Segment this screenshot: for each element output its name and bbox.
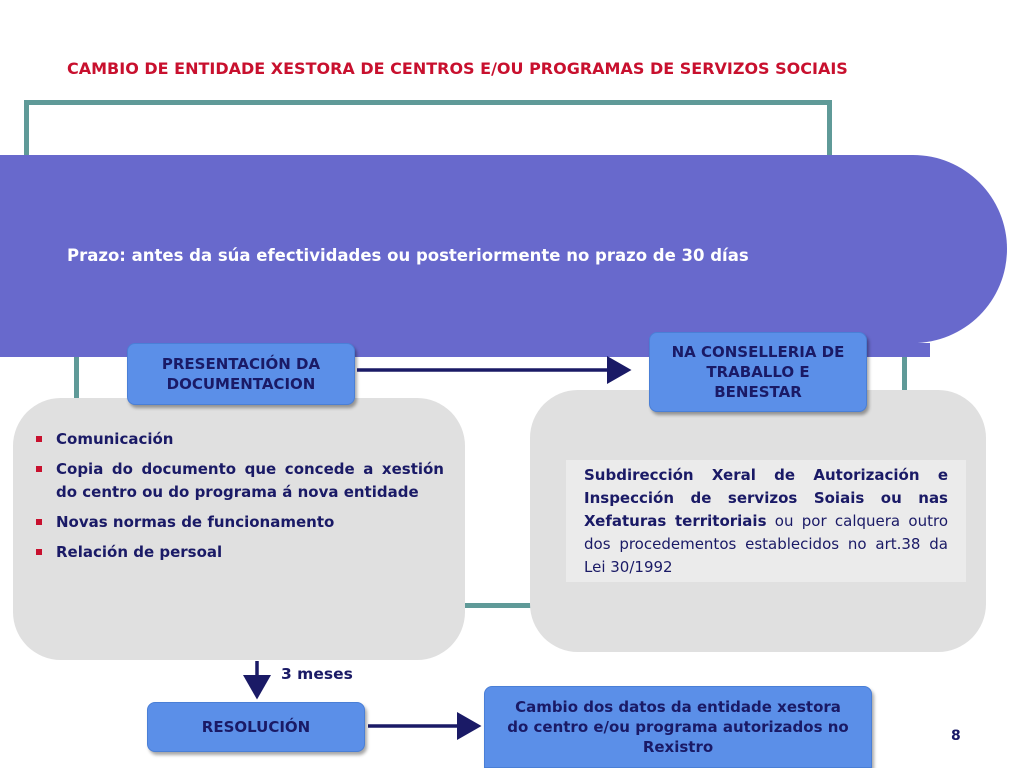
resolution-box — [147, 702, 365, 752]
documents-list — [36, 428, 444, 571]
bullet-icon — [36, 436, 42, 442]
list-item: Comunicación — [36, 428, 444, 451]
list-item: Copia do documento que concede a xestión do centro ou do programa á nova entidade — [36, 458, 444, 504]
presentation-box — [127, 343, 355, 405]
presentation-label: PRESENTACIÓN DA DOCUMENTACION — [161, 355, 321, 393]
frame-right-upper — [827, 100, 832, 160]
bullet-icon — [36, 466, 42, 472]
resolution-label: RESOLUCIÓN — [201, 718, 311, 736]
result-label: Cambio dos datos da entidade xestora do centro e/ou programa autorizados no Rexistro — [507, 698, 849, 756]
deadline-text: Prazo: antes da súa efectividades ou posteriormente no prazo de 30 días — [67, 246, 749, 265]
slide-title: CAMBIO DE ENTIDADE XESTORA DE CENTROS E/OU PROGRAMAS DE SERVIZOS SOCIAIS — [67, 59, 848, 78]
ministry-box — [649, 332, 867, 412]
ministry-label: NA CONSELLERIA DE TRABALLO E BENESTAR — [671, 343, 845, 401]
list-item: Relación de persoal — [36, 541, 444, 564]
bullet-icon — [36, 519, 42, 525]
frame-left-upper — [24, 100, 29, 160]
page-number: 8 — [951, 728, 961, 744]
frame-top — [24, 100, 832, 105]
authority-bold-text: Subdirección Xeral de Autorización e Inspección de servizos Soiais ou nas Xefaturas territoriais — [584, 466, 948, 530]
result-box — [484, 686, 872, 768]
list-item: Novas normas de funcionamento — [36, 511, 444, 534]
authority-info — [566, 460, 966, 582]
authority-rest-text: ou por calquera outro dos procedementos establecidos no art.38 da Lei 30/1992 — [584, 512, 948, 576]
bullet-icon — [36, 549, 42, 555]
frame-bottom — [460, 603, 540, 608]
duration-label: 3 meses — [281, 665, 353, 683]
frame-right-lower — [902, 355, 907, 395]
